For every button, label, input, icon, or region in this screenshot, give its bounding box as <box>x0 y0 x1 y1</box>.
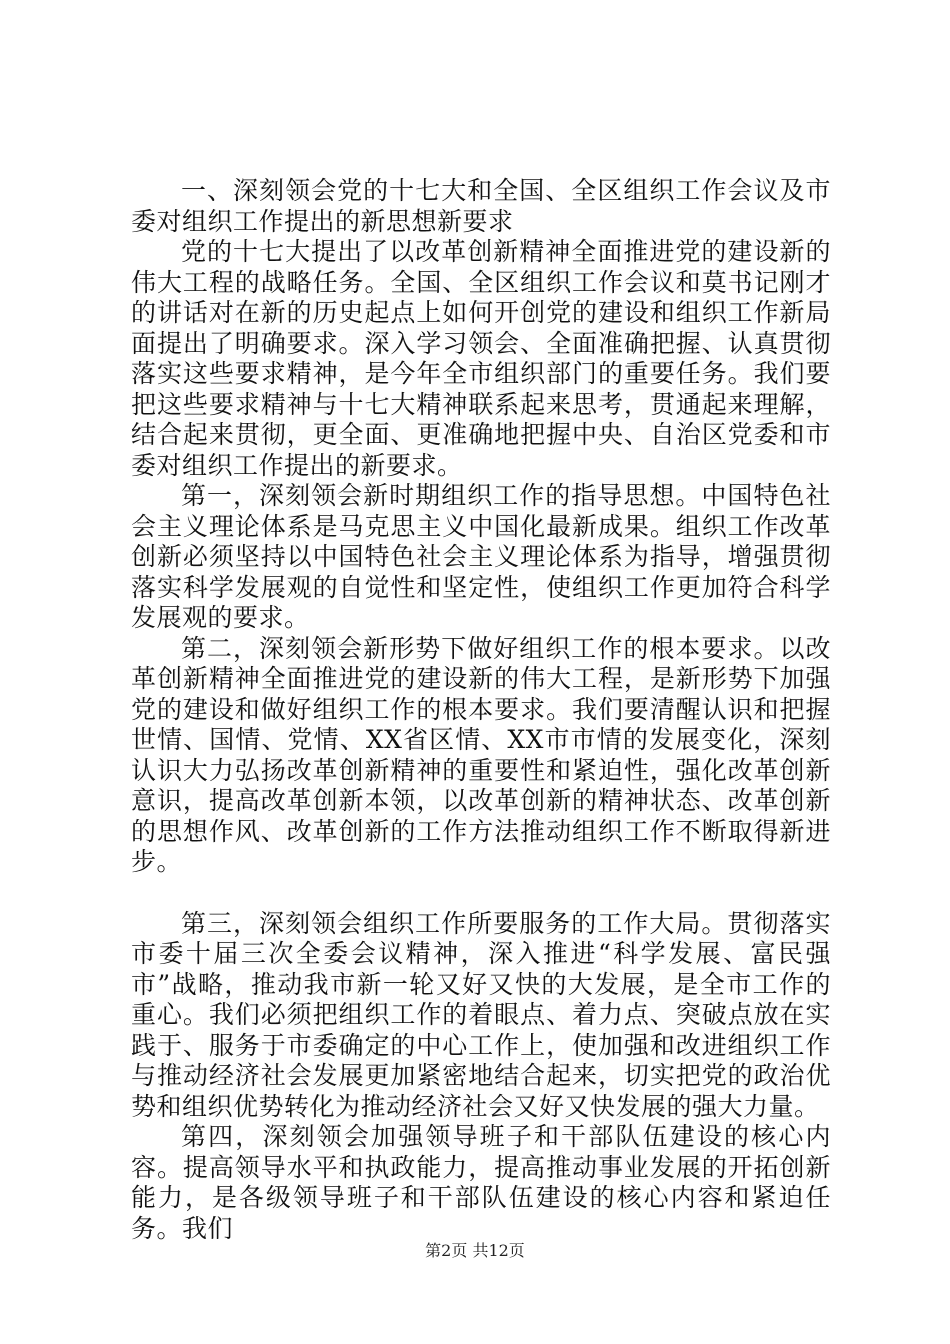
section-heading: 一、深刻领会党的十七大和全国、全区组织工作会议及市委对组织工作提出的新思想新要求 <box>131 176 831 236</box>
paragraph-intro: 党的十七大提出了以改革创新精神全面推进党的建设新的伟大工程的战略任务。全国、全区组织工作会议和莫书记刚才的讲话对在新的历史起点上如何开创党的建设和组织工作新局面提出了明确要求。深入学习领会、全面准确把握、认真贯彻落实这些要求精神，是今年全市组织部门的重要任务。我们要把这些要求精神与十七大精神联系起来思考，贯通起来理解，结合起来贯彻，更全面、更准确地把握中央、自治区党委和市委对组织工作提出的新要求。 <box>131 237 831 480</box>
paragraph-fourth: 第四，深刻领会加强领导班子和干部队伍建设的核心内容。提高领导水平和执政能力，提高推动事业发展的开拓创新能力，是各级领导班子和干部队伍建设的核心内容和紧迫任务。我们 <box>131 1122 831 1243</box>
document-body <box>131 176 831 1244</box>
page-footer: 第2页 共12页 <box>425 1241 525 1260</box>
paragraph-first: 第一，深刻领会新时期组织工作的指导思想。中国特色社会主义理论体系是马克思主义中国化最新成果。组织工作改革创新必须坚持以中国特色社会主义理论体系为指导，增强贯彻落实科学发展观的自觉性和坚定性，使组织工作更加符合科学发展观的要求。 <box>131 481 831 632</box>
paragraph-second: 第二，深刻领会新形势下做好组织工作的根本要求。以改革创新精神全面推进党的建设新的伟大工程，是新形势下加强党的建设和做好组织工作的根本要求。我们要清醒认识和把握世情、国情、党情、XX省区情、XX市市情的发展变化，深刻认识大力弘扬改革创新精神的重要性和紧迫性，强化改革创新意识，提高改革创新本领，以改革创新的精神状态、改革创新的思想作风、改革创新的工作方法推动组织工作不断取得新进步。 <box>131 633 831 876</box>
paragraph-third: 第三，深刻领会组织工作所要服务的工作大局。贯彻落实市委十届三次全委会议精神，深入推进“科学发展、富民强市”战略，推动我市新一轮又好又快的大发展，是全市工作的重心。我们必须把组织工作的着眼点、着力点、突破点放在实践于、服务于市委确定的中心工作上，使加强和改进组织工作与推动经济社会发展更加紧密地结合起来，切实把党的政治优势和组织优势转化为推动经济社会又好又快发展的强大力量。 <box>131 908 831 1121</box>
